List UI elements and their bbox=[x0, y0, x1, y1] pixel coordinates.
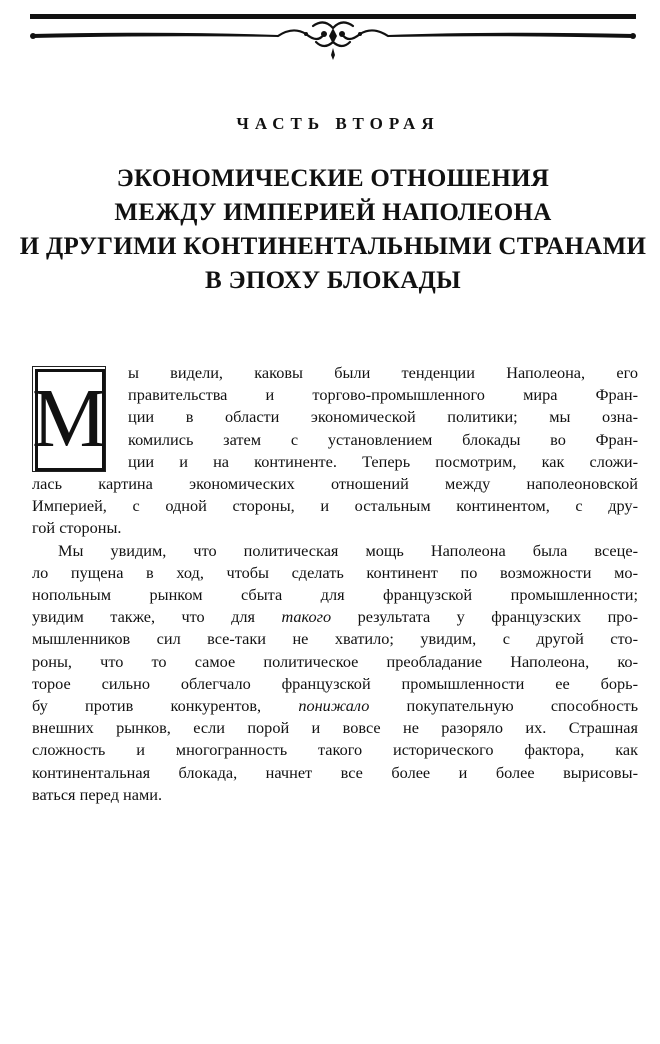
chapter-title-line: В ЭПОХУ БЛОКАДЫ bbox=[205, 267, 461, 294]
text-line: лась картина экономических отношений между наполеоновской bbox=[32, 474, 638, 494]
paragraph-1 bbox=[32, 362, 638, 540]
text-line: правительства и торгово-промышленного мира Фран- bbox=[128, 385, 638, 405]
text-line: внешних рынков, если порой и вовсе не разоряло их. Страшная bbox=[32, 718, 638, 738]
chapter-title bbox=[18, 162, 648, 298]
drop-cap bbox=[32, 366, 106, 472]
text-line: ы видели, каковы были тенденции Наполеона, его bbox=[128, 363, 638, 382]
text-line: ции в области экономической политики; мы озна- bbox=[128, 407, 638, 427]
chapter-title-line: МЕЖДУ ИМПЕРИЕЙ НАПОЛЕОНА bbox=[114, 199, 552, 226]
text-line bbox=[32, 695, 638, 717]
drop-cap-letter: М bbox=[32, 372, 107, 465]
text-segment: увидим также, что для bbox=[32, 607, 282, 627]
text-line: комились затем с установлением блокады во Фран- bbox=[128, 429, 638, 449]
text-line: ции и на континенте. Теперь посмотрим, как сложи- bbox=[128, 451, 638, 471]
paragraph-2 bbox=[32, 540, 638, 806]
chapter-title-line: ЭКОНОМИЧЕСКИЕ ОТНОШЕНИЯ bbox=[116, 165, 550, 192]
text-segment: результата у французских про- bbox=[331, 607, 638, 627]
text-line: торое сильно облегчало французской промышленности ее борь- bbox=[32, 673, 638, 693]
text-segment: покупательную способность bbox=[369, 696, 638, 716]
text-line: ло пущена в ход, чтобы сделать континент по возможности мо- bbox=[32, 562, 638, 582]
text-segment: бу против конкурентов, bbox=[32, 696, 299, 716]
body-text bbox=[32, 362, 638, 806]
chapter-title-line: И ДРУГИМИ КОНТИНЕНТАЛЬНЫМИ СТРАНАМИ bbox=[19, 233, 647, 260]
italic-word: такого bbox=[281, 607, 332, 627]
italic-word: понижало bbox=[298, 696, 370, 716]
text-line: гой стороны. bbox=[32, 518, 122, 538]
ornamental-header-rule bbox=[28, 14, 638, 62]
text-line: ваться перед нами. bbox=[32, 784, 163, 804]
text-line: сложность и многогранность такого исторического фактора, как bbox=[32, 740, 638, 760]
text-line: континентальная блокада, начнет все более и более вырисовы- bbox=[32, 762, 638, 782]
text-line: Империей, с одной стороны, и остальным континентом, с дру- bbox=[32, 496, 638, 516]
text-line: мышленников сил все-таки не хватило; увидим, с другой сто- bbox=[32, 629, 638, 649]
text-line bbox=[32, 606, 638, 628]
text-line: роны, что то самое политическое преобладание Наполеона, ко- bbox=[32, 651, 638, 671]
part-label: ЧАСТЬ ВТОРАЯ bbox=[236, 114, 440, 133]
text-line: нопольным рынком сбыта для французской промышленности; bbox=[32, 585, 638, 605]
text-line: Мы увидим, что политическая мощь Наполеона была всеце- bbox=[58, 540, 638, 560]
